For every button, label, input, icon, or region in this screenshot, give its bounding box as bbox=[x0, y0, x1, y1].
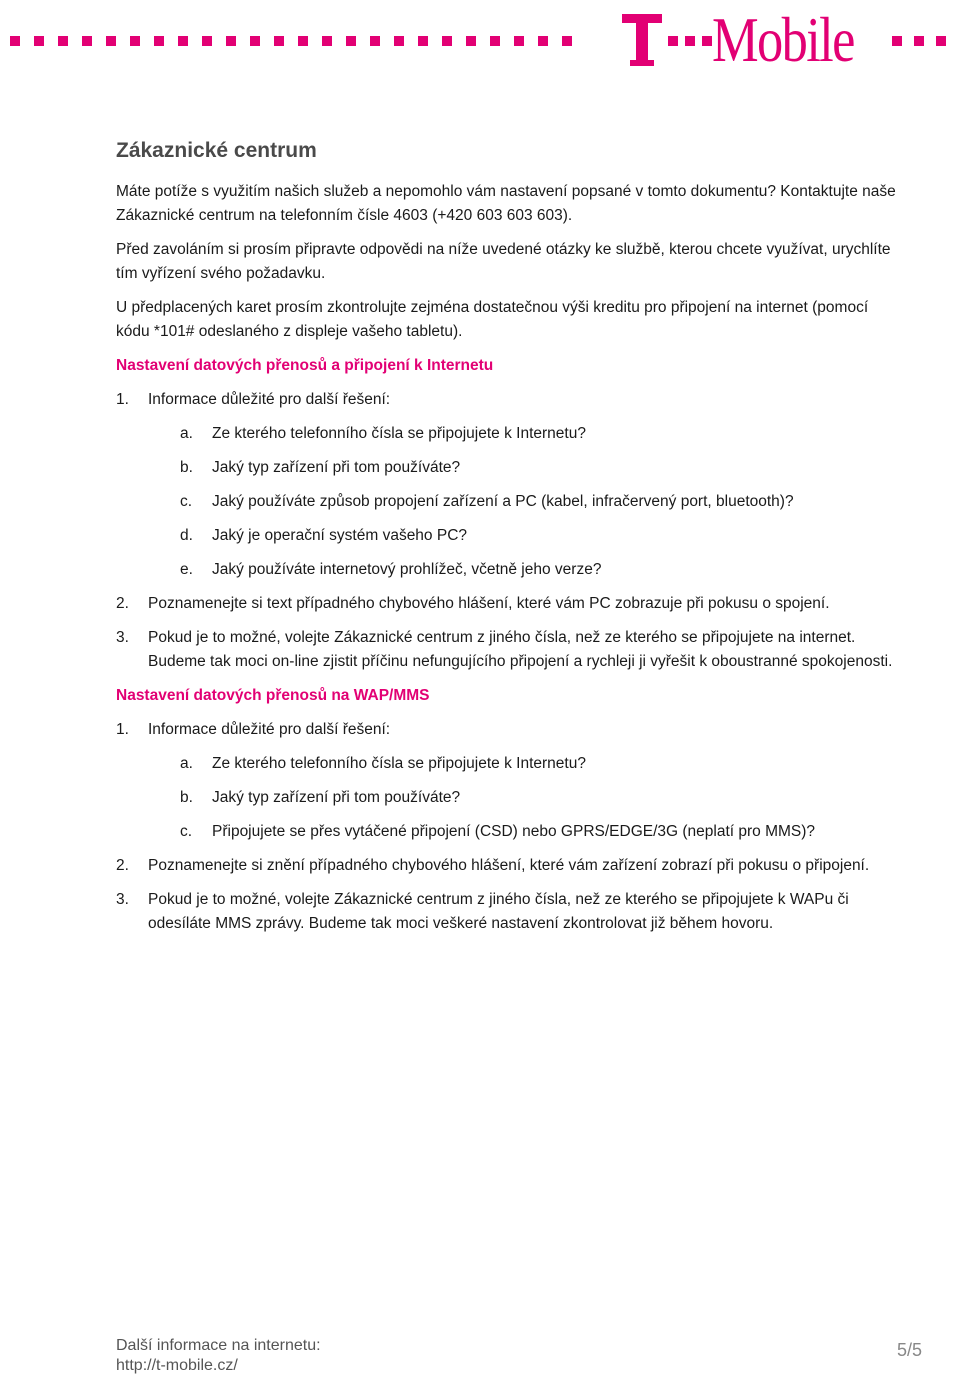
logo-wordmark: Mobile bbox=[712, 4, 854, 75]
footer-url-link[interactable]: http://t-mobile.cz/ bbox=[116, 1357, 238, 1374]
sub-item: d. Jaký je operační systém vašeho PC? bbox=[180, 527, 468, 544]
logo-dots bbox=[668, 36, 712, 46]
sub-item: a. Ze kterého telefonního čísla se připojujete k Internetu? bbox=[180, 425, 586, 442]
brand-dots-left bbox=[10, 36, 572, 46]
list-item: 2. Poznamenejte si text případného chybového hlášení, které vám PC zobrazuje při pokusu o spojení. bbox=[116, 595, 830, 612]
sub-item: c. Jaký používáte způsob propojení zařízení a PC (kabel, infračervený port, bluetooth)? bbox=[180, 493, 794, 510]
prepare-paragraph: Před zavoláním si prosím připravte odpovědi na níže uvedené otázky ke službě, kterou chcete využívat, urychlíte tím vyřízení svého požadavku. bbox=[116, 241, 891, 282]
sub-item: b. Jaký typ zařízení při tom používáte? bbox=[180, 789, 461, 806]
document-content bbox=[116, 136, 906, 946]
list-item: 1. Informace důležité pro další řešení: bbox=[116, 721, 391, 738]
intro-paragraph: Máte potíže s využitím našich služeb a nepomohlo vám nastavení popsané v tomto dokumentu? Kontaktujte naše Zákaznické centrum na telefonním čísle 4603 (+420 603 603 603). bbox=[116, 183, 896, 224]
list-item: 3. Pokud je to možné, volejte Zákaznické centrum z jiného čísla, než ze kterého se připojujete k WAPu či odesíláte MMS zprávy. Budeme tak moci veškeré nastavení zkontrolovat již během hovoru. bbox=[116, 891, 849, 932]
sub-list-wap bbox=[116, 752, 906, 844]
list-item: 3. Pokud je to možné, volejte Zákaznické centrum z jiného čísla, než ze kterého se připojujete na internet. Budeme tak moci on-line zjistit příčinu nefungujícího připojení a rychleji ji vyřešit k oboustranné spokojenosti. bbox=[116, 629, 893, 670]
prepaid-paragraph: U předplacených karet prosím zkontrolujte zejména dostatečnou výši kreditu pro připojení na internet (pomocí kódu *101# odeslaného z displeje vašeho tabletu). bbox=[116, 299, 869, 340]
sub-item: b. Jaký typ zařízení při tom používáte? bbox=[180, 459, 461, 476]
list-item: 2. Poznamenejte si znění případného chybového hlášení, které vám zařízení zobrazí při pokusu o připojení. bbox=[116, 857, 870, 874]
sub-item: a. Ze kterého telefonního čísla se připojujete k Internetu? bbox=[180, 755, 586, 772]
sub-item: c. Připojujete se přes vytáčené připojení (CSD) nebo GPRS/EDGE/3G (neplatí pro MMS)? bbox=[180, 823, 816, 840]
list-item: 1. Informace důležité pro další řešení: bbox=[116, 391, 391, 408]
section-heading-internet: Nastavení datových přenosů a připojení k Internetu bbox=[116, 357, 494, 374]
logo-t-mark bbox=[622, 10, 662, 66]
page-title: Zákaznické centrum bbox=[116, 139, 317, 162]
section-heading-wap: Nastavení datových přenosů na WAP/MMS bbox=[116, 687, 430, 704]
header bbox=[0, 0, 960, 80]
sub-list-internet bbox=[116, 422, 906, 582]
footer-label: Další informace na internetu: bbox=[116, 1337, 321, 1354]
brand-dots-right bbox=[892, 36, 946, 46]
sub-item: e. Jaký používáte internetový prohlížeč, včetně jeho verze? bbox=[180, 561, 602, 578]
page-number: 5/5 bbox=[896, 1340, 922, 1360]
footer bbox=[116, 1336, 321, 1376]
